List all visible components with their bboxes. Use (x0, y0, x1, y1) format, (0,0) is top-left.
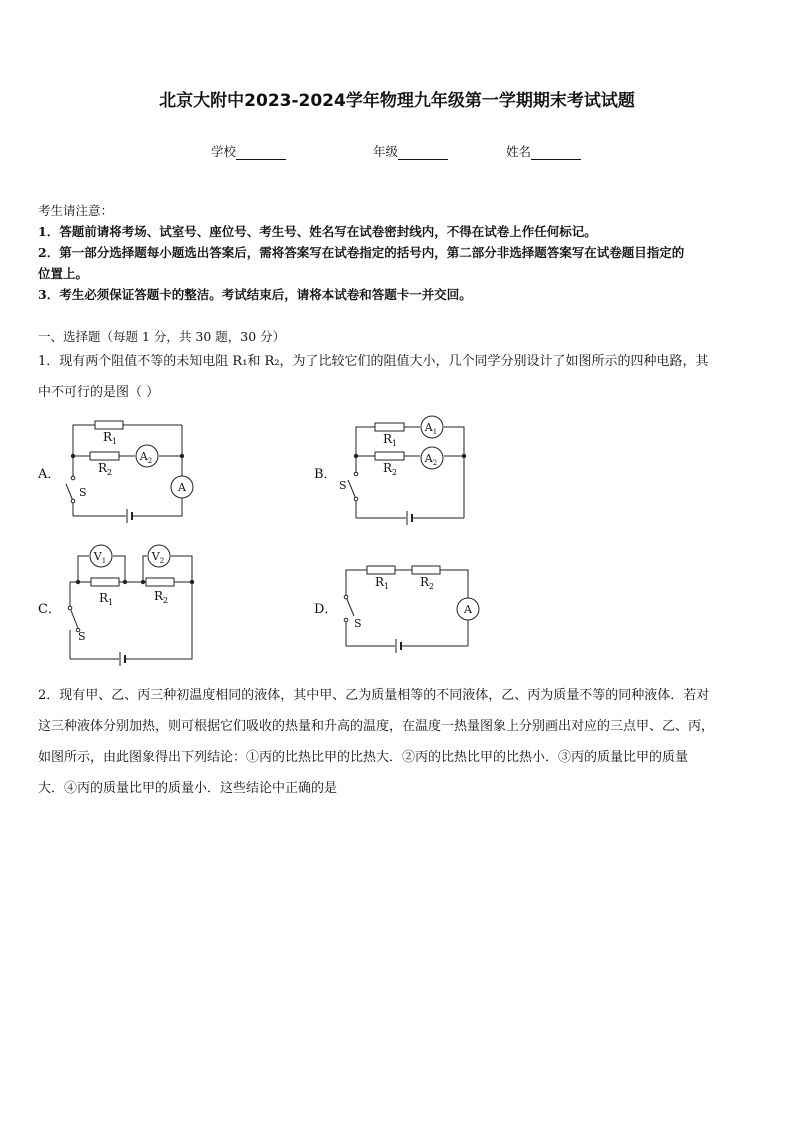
label-ammeter-a2-b: $A_2$ (424, 452, 438, 467)
name-label: 姓名 (506, 144, 532, 159)
label-r1-d: $R_1$ (375, 575, 390, 591)
battery-c (120, 652, 125, 666)
school-label: 学校 (211, 144, 237, 159)
label-r2-d: $R_2$ (420, 575, 435, 591)
resistor-r1-c (91, 578, 119, 586)
q2-line-1: 2．现有甲、乙、丙三种初温度相同的液体，其中甲、乙为质量相等的不同液体，乙、丙为质量不等的同种液体．若对 (38, 688, 710, 703)
section-heading: 一、选择题（每题 1 分，共 30 题，30 分） (38, 329, 286, 344)
battery-a (127, 509, 132, 523)
resistor-r1-b (375, 423, 404, 431)
label-voltmeter-v1-c: $V_1$ (93, 550, 107, 565)
notice-item-2-cont: 位置上。 (38, 266, 89, 281)
circuit-d (346, 570, 468, 646)
circuit-c (70, 556, 192, 659)
label-switch-d: S (354, 617, 362, 630)
label-r1-b: $R_1$ (383, 432, 398, 448)
resistor-r2-a (90, 452, 119, 460)
option-d-label: D． (314, 602, 338, 617)
switch-c (70, 608, 78, 628)
label-ammeter-a-d: A (464, 603, 472, 616)
circuit-b (356, 427, 464, 518)
q1-line-2: 中不可行的是图（ ） (38, 385, 160, 400)
notice-item-1: 1．答题前请将考场、试室号、座位号、考生号、姓名写在试卷密封线内，不得在试卷上作任何标记。 (38, 224, 597, 239)
circuit-a (73, 425, 182, 516)
switch-b (348, 480, 356, 499)
notice-heading: 考生请注意： (38, 203, 114, 218)
label-ammeter-a-a: A (178, 481, 186, 494)
resistor-r2-d (412, 566, 440, 574)
label-r2-b: $R_2$ (383, 461, 398, 477)
label-ammeter-a2-a: $A_2$ (139, 450, 153, 465)
label-r2-c: $R_2$ (154, 589, 169, 605)
notice-item-3: 3．考生必须保证答题卡的整洁。考试结束后，请将本试卷和答题卡一并交回。 (38, 287, 472, 302)
label-switch-b: S (339, 479, 347, 492)
switch-a (66, 484, 73, 501)
label-ammeter-a1-b: $A_1$ (424, 421, 438, 436)
notice-item-2: 2．第一部分选择题每小题选出答案后，需将答案写在试卷指定的括号内，第二部分非选择题答案写在试卷题目指定的 (38, 245, 685, 260)
label-voltmeter-v2-c: $V_2$ (151, 550, 165, 565)
option-c-label: C． (38, 602, 61, 617)
resistor-r2-c (146, 578, 174, 586)
label-r1-c: $R_1$ (99, 591, 114, 607)
resistor-r1-a (95, 421, 123, 429)
resistor-r1-d (367, 566, 395, 574)
q2-line-2: 这三种液体分别加热，则可根据它们吸收的热量和升高的温度，在温度一热量图象上分别画出对应的三点甲、乙、丙， (38, 719, 715, 734)
resistor-r2-b (375, 452, 404, 460)
switch-d (346, 597, 354, 616)
q2-line-4: 大．④丙的质量比甲的质量小．这些结论中正确的是 (38, 781, 338, 796)
label-switch-c: S (78, 630, 86, 643)
battery-d (396, 639, 401, 653)
option-a-label: A． (38, 467, 61, 482)
label-switch-a: S (79, 486, 87, 499)
label-r2-a: $R_2$ (98, 461, 113, 477)
label-r1-a: $R_1$ (103, 430, 118, 446)
battery-b (407, 511, 412, 525)
q1-line-1: 1．现有两个阻值不等的未知电阻 R₁和 R₂，为了比较它们的阻值大小，几个同学分别设计了如图所示的四种电路，其 (38, 354, 709, 369)
q2-line-3: 如图所示，由此图象得出下列结论：①丙的比热比甲的比热大．②丙的比热比甲的比热小．③丙的质量比甲的质量 (38, 750, 689, 765)
page-title: 北京大附中2023-2024学年物理九年级第一学期期末考试试题 (159, 91, 635, 111)
grade-label: 年级 (373, 144, 399, 159)
option-b-label: B． (314, 467, 337, 482)
